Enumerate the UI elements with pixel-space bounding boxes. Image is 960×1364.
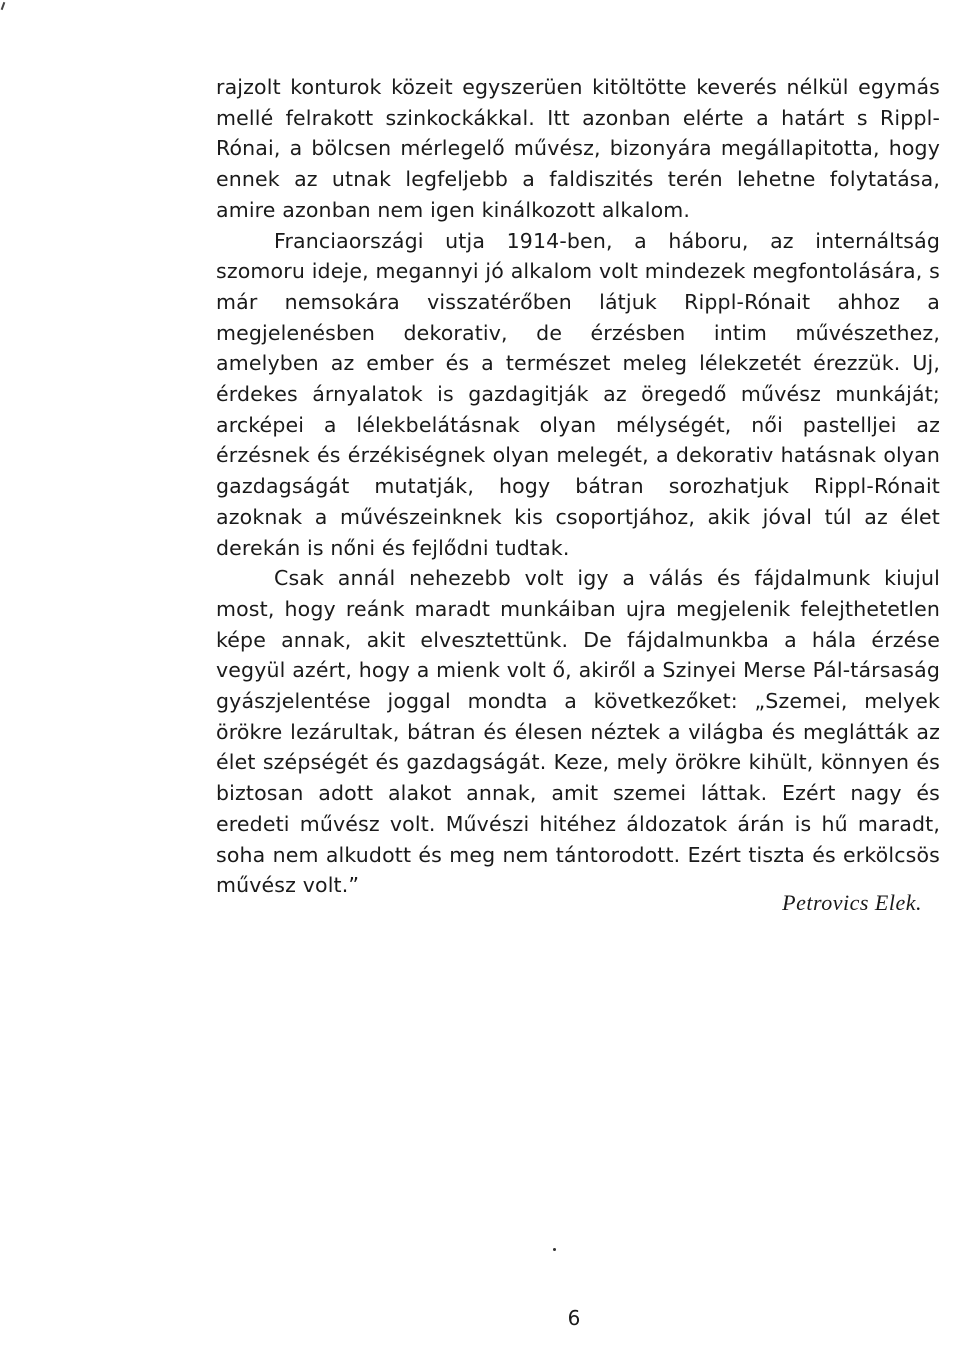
scan-speck (553, 1248, 556, 1251)
scan-mark (1, 2, 6, 10)
author-signature: Petrovics Elek. (782, 890, 922, 915)
paragraph-2: Franciaországi utja 1914-ben, a háboru, az internáltság szomoru ideje, megannyi jó alkalom volt mindezek megfontolására, s már nemsokára visszatérőben látjuk Rippl-Rónait ahhoz a megjelenésben dekorativ, de érzésben intim művészethez, amelyben az ember és a természet meleg lélekzetét érezzük. Uj, érdekes árnyalatok is gazdagitják az öregedő művész munkáját; arcképei a lélekbelátásnak olyan mélységét, női pastelljei az érzésnek és érzékiségnek olyan melegét, a dekorativ hatásnak olyan gazdagságát mutatják, hogy bátran sorozhatjuk Rippl-Rónait azoknak a művészeinknek kis csoportjához, akik jóval túl az élet derekán is nőni és fejlődni tudtak. (216, 228, 940, 560)
page-number: 6 (567, 1306, 581, 1330)
paragraph-3: Csak annál nehezebb volt igy a válás és fájdalmunk kiujul most, hogy reánk maradt munkáiban ujra megjelenik felejthetetlen képe annak, akit elvesztettünk. De fájdalmunkba a hála érzése vegyül azért, hogy a mienk volt ő, akiről a Szinyei Merse Pál-társaság gyászjelentése joggal mondta a következőket: „Szemei, melyek örökre lezárultak, bátran és élesen néztek a világba és meglátták az élet szépségét és gazdagságát. Keze, mely örökre kihült, könnyen és biztosan adott alakot annak, amit szemei láttak. Ezért nagy és eredeti művész volt. Művészi hitéhez áldozatok árán is hű maradt, soha nem alkudott és meg nem tántorodott. Ezért tiszta és erkölcsös művész volt.” (216, 566, 940, 898)
body-text (216, 72, 940, 901)
paragraph-1: rajzolt konturok közeit egyszerüen kitöltötte keverés nélkül egymás mellé felrakott szinkockákkal. Itt azonban elérte a határt s Rippl-Rónai, a bölcsen mérlegelő művész, bizonyára megállapitotta, hogy ennek az utnak legfeljebb a faldiszités terén lehetne folytatása, amire azonban nem igen kinálkozott alkalom. (216, 75, 940, 222)
